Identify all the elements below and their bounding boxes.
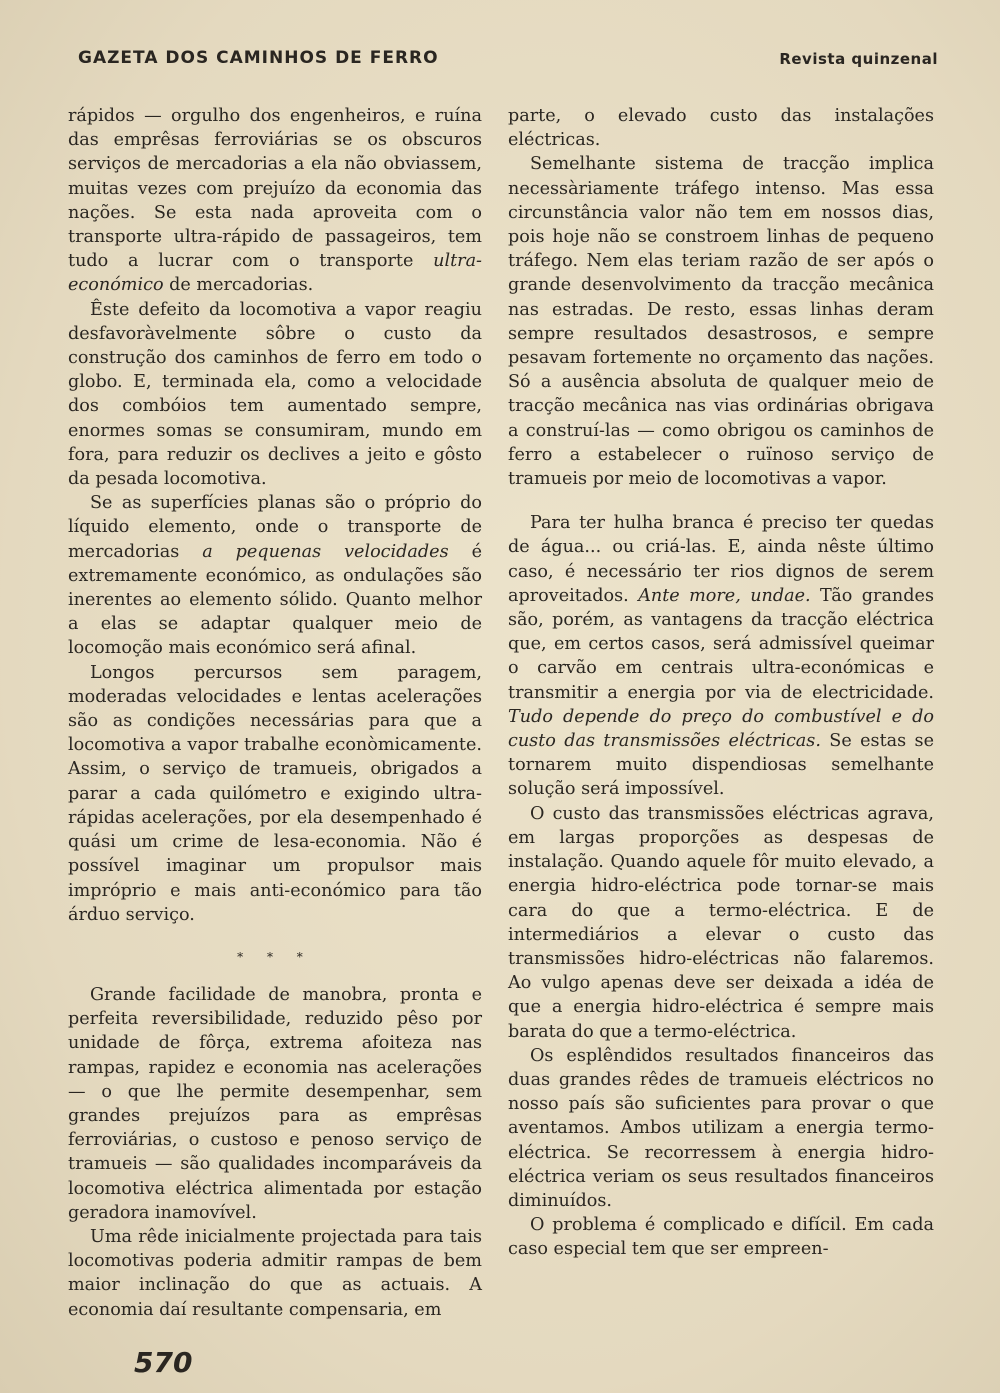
text-run: rápidos — orgulho dos engenheiros, e ruína das emprêsas ferroviárias se os obscuros serviços de mercadorias a ela não obviassem, muitas vezes com prejuízo da economia das nações. Se esta nada aproveita com o transporte ultra-rápido de passageiros, tem tudo a lucrar com o transporte (68, 106, 482, 272)
paragraph: O problema é complicado e difícil. Em cada caso especial tem que ser empreen- (508, 1215, 934, 1260)
text-run: Para ter hulha branca é preciso ter quedas de água... ou criá-las. E, ainda nêste último caso, é necessário ter rios dignos de serem aproveitados. (508, 513, 934, 606)
emphasis: ultra-económico (68, 251, 482, 296)
left-column (68, 104, 482, 1322)
paragraph: parte, o elevado custo das instalações eléctricas. (508, 106, 934, 151)
paragraph (508, 511, 934, 801)
emphasis: Tudo depende do preço do combustível e do custo das transmissões eléctricas. (508, 706, 934, 752)
emphasis: a pequenas velocidades (202, 541, 449, 562)
emphasis: Ante more, undae. (638, 585, 811, 606)
text-run: Se as superfícies planas são o próprio do líquido elemento, onde o transporte de mercadorias (68, 493, 482, 562)
text-run: Tão grandes são, porém, as vantagens da tracção eléctrica que, em certos casos, será admissível queimar o carvão em centrais ultra-económicas e transmitir a energia por via de electricidade. (508, 585, 934, 703)
paragraph: Semelhante sistema de tracção implica necessàriamente tráfego intenso. Mas essa circunstância valor não tem em nossos dias, pois hoje não se constroem linhas de pequeno tráfego. Nem elas teriam razão de ser após o grande desenvolvimento da tracção mecânica nas estradas. De resto, essas linhas deram sempre resultados desastrosos, e sempre pesavam fortemente no orçamento das nações. Só a ausência absoluta de qualquer meio de tracção mecânica nas vias ordinárias obrigava a construí-las — como obrigou os caminhos de ferro a estabelecer o ruïnoso serviço de tramueis por meio de locomotivas a vapor. (508, 154, 934, 490)
text-run: é extremamente económico, as ondulações são inerentes ao elemento sólido. Quanto melhor a elas se adaptar qualquer meio de locomoção mais económico será afinal. (68, 541, 482, 659)
paragraph (68, 491, 482, 660)
paragraph: Grande facilidade de manobra, pronta e perfeita reversibilidade, reduzido pêso por unidade de fôrça, extrema afoiteza nas rampas, rapidez e economia nas acelerações — o que lhe permite desempenhar, sem grandes prejuízos para as emprêsas ferroviárias, o custoso e penoso serviço de tramueis — são qualidades incomparáveis da locomotiva eléctrica alimentada por estação geradora inamovível. (68, 984, 482, 1223)
paragraph (68, 104, 482, 298)
paragraph: O custo das transmissões eléctricas agrava, em largas proporções as despesas de instalação. Quando aquele fôr muito elevado, a energia hidro-eléctrica pode tornar-se mais cara do que a termo-eléctrica. E de intermediários a elevar o custo das transmissões hidro-eléctricas não falaremos. Ao vulgo apenas deve ser deixada a idéa de que a energia hidro-eléctrica é sempre mais barata do que a termo-eléctrica. (508, 803, 934, 1042)
page-number: 570 (134, 1346, 193, 1379)
running-header (78, 46, 938, 74)
publication-title: GAZETA DOS CAMINHOS DE FERRO (78, 48, 439, 68)
paragraph: Longos percursos sem paragem, moderadas velocidades e lentas acelerações são as condições necessárias para que a locomotiva a vapor trabalhe econòmicamente. Assim, o serviço de tramueis, obrigados a parar a cada quilómetro e exigindo ultra-rápidas acelerações, por ela desempenhado é quási um crime de lesa-economia. Não é possível imaginar um propulsor mais impróprio e mais anti-económico para tão árduo serviço. (68, 662, 482, 925)
periodicity-label: Revista quinzenal (779, 50, 938, 68)
paragraph: Êste defeito da locomotiva a vapor reagiu desfavoràvelmente sôbre o custo da construção dos caminhos de ferro em todo o globo. E, terminada ela, como a velocidade dos combóios tem aumentado sempre, enormes somas se consumiram, mundo em fora, para reduzir os declives a jeito e gôsto da pesada locomotiva. (68, 299, 482, 490)
section-separator: * * * (237, 949, 313, 964)
text-run: Se estas se tornarem muito dispendiosas semelhante solução será impossível. (508, 731, 935, 800)
paragraph: Uma rêde inicialmente projectada para tais locomotivas poderia admitir rampas de bem maior inclinação do que as actuais. A economia daí resultante compensaria, em (68, 1226, 482, 1320)
paragraph: Os esplêndidos resultados financeiros das duas grandes rêdes de tramueis eléctricos no nosso país são suficientes para provar o que aventamos. Ambos utilizam a energia termo-eléctrica. Se recorressem à energia hidro-eléctrica veriam os seus resultados financeiros diminuídos. (508, 1045, 934, 1211)
right-column (508, 104, 934, 1262)
text-run: de mercadorias. (163, 275, 314, 296)
